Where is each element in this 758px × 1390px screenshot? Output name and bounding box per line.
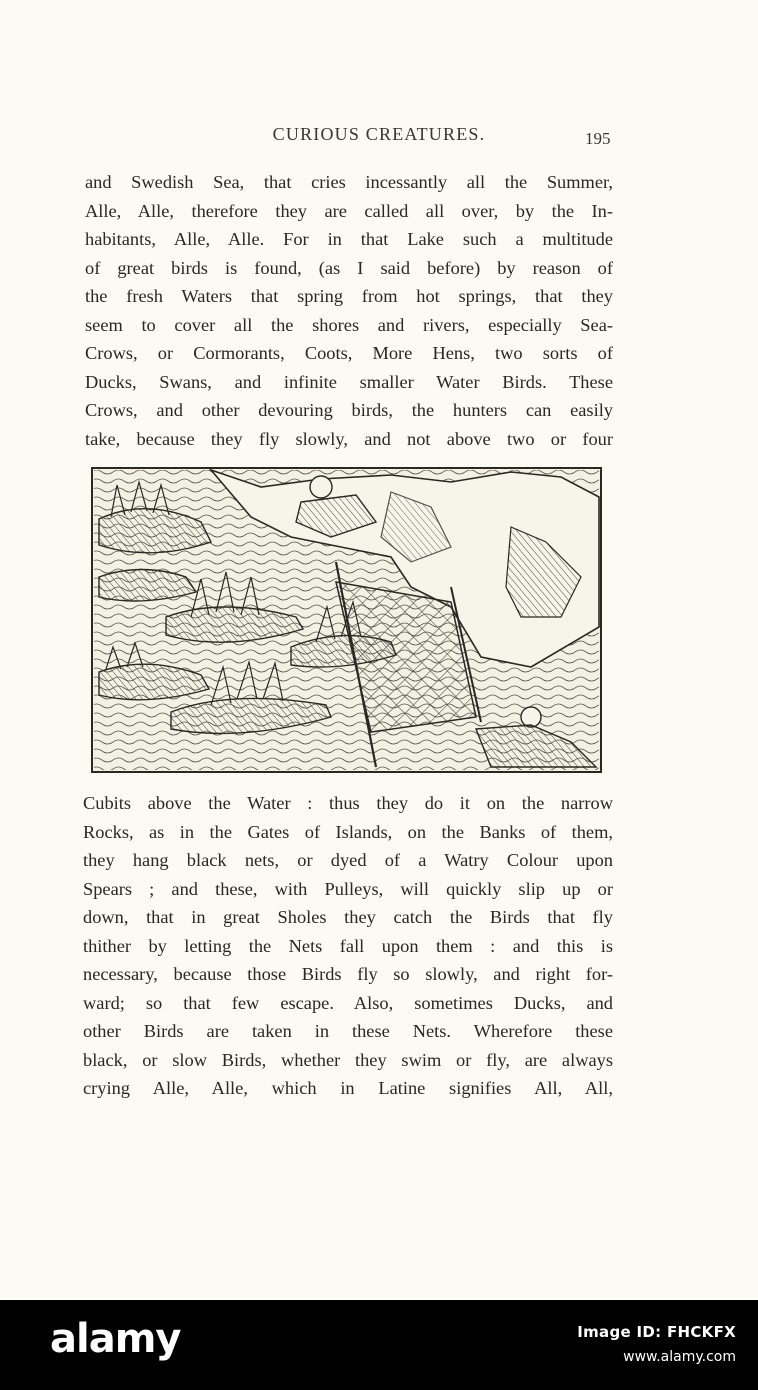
text-line: take, because they fly slowly, and not above two or four <box>85 428 613 449</box>
text-line: black, or slow Birds, whether they swim or fly, are always <box>83 1049 613 1070</box>
woodcut-illustration <box>91 467 602 773</box>
text-line: of great birds is found, (as I said before) by reason of <box>85 257 613 278</box>
text-line: Cubits above the Water : thus they do it on the narrow <box>83 793 613 813</box>
text-line: Spears ; and these, with Pulleys, will quickly slip up or <box>83 878 613 899</box>
running-title: CURIOUS CREATURES. <box>272 124 486 144</box>
text-line: Rocks, as in the Gates of Islands, on the Banks of them, <box>83 821 613 842</box>
text-line: Crows, or Cormorants, Coots, More Hens, two sorts of <box>85 343 613 363</box>
image-id: Image ID: FHCKFX <box>577 1323 736 1341</box>
text-line: Crows, and other devouring birds, the hunters can easily <box>85 400 613 420</box>
text-line: and Swedish Sea, that cries incessantly all the Summer, <box>85 172 613 192</box>
text-line: habitants, Alle, Alle. For in that Lake such a multitude <box>85 229 613 249</box>
text-line: they hang black nets, or dyed of a Watry Colour upon <box>83 850 613 870</box>
text-line: Ducks, Swans, and infinite smaller Water Birds. These <box>85 371 613 392</box>
text-line: other Birds are taken in these Nets. Wherefore these <box>83 1021 613 1041</box>
text-line: crying Alle, Alle, which in Latine signifies All, All, <box>83 1078 613 1098</box>
text-line: down, that in great Sholes they catch the Birds that fly <box>83 907 613 927</box>
paragraph-before-illustration <box>85 168 613 453</box>
site-url: www.alamy.com <box>623 1349 736 1365</box>
brand-logo: alamy <box>50 1316 181 1362</box>
text-line: Alle, Alle, therefore they are called all over, by the In- <box>85 200 613 221</box>
text-line: seem to cover all the shores and rivers, especially Sea- <box>85 314 613 335</box>
text-line: necessary, because those Birds fly so slowly, and right for- <box>83 964 613 984</box>
text-line: the fresh Waters that spring from hot springs, that they <box>85 286 613 306</box>
text-line: thither by letting the Nets fall upon them : and this is <box>83 935 613 956</box>
text-line: ward; so that few escape. Also, sometimes Ducks, and <box>83 992 613 1013</box>
paragraph-after-illustration <box>83 789 613 1103</box>
page-number: 195 <box>585 129 611 148</box>
